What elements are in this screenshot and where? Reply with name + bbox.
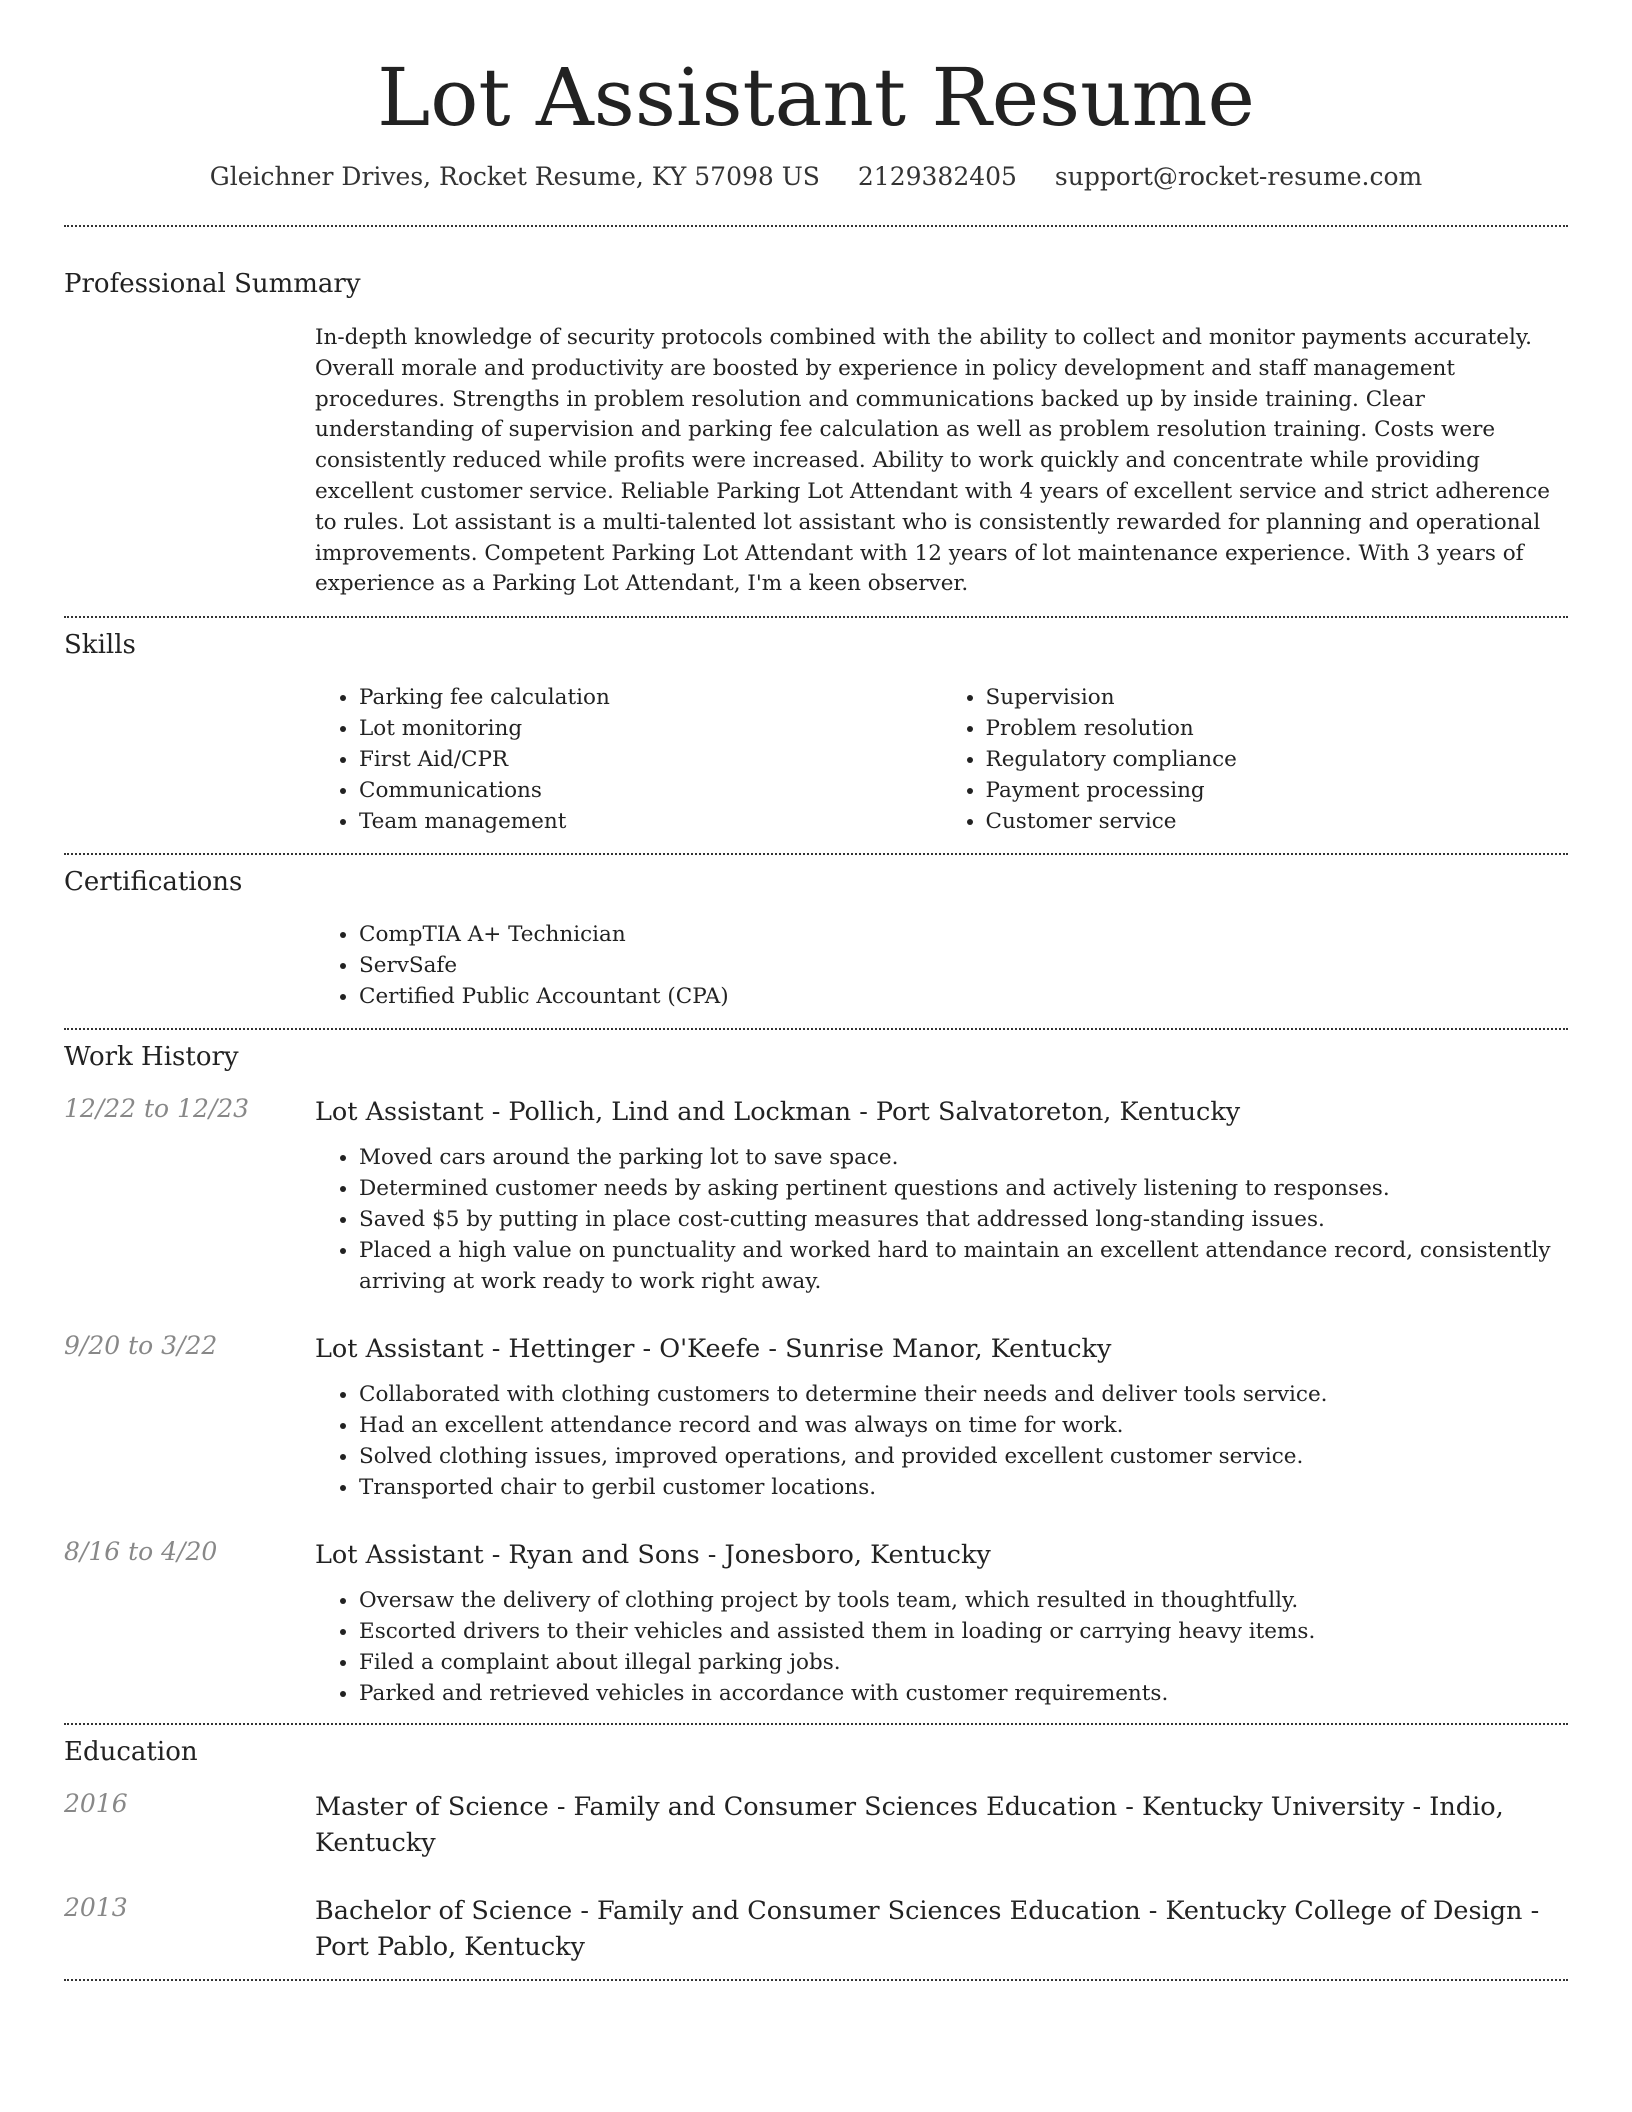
certifications-list <box>315 919 1568 1012</box>
certifications-content <box>315 919 1568 1012</box>
summary-heading: Professional Summary <box>64 269 361 299</box>
certifications-heading: Certifications <box>64 867 243 898</box>
list-item: • Regulatory compliance <box>986 744 1569 775</box>
education-entry <box>0 1893 1632 1965</box>
work-entry <box>0 1537 1632 1709</box>
resume-header <box>0 0 1632 191</box>
job-bullets <box>315 1142 1568 1297</box>
skills-heading: Skills <box>64 630 136 661</box>
work-dates: 9/20 to 3/22 <box>64 1331 218 1361</box>
certifications-section <box>0 855 1632 1012</box>
divider <box>64 1979 1568 1981</box>
contact-address: Gleichner Drives, Rocket Resume, KY 57098 US <box>209 162 820 191</box>
list-item: • Determined customer needs by asking pertinent questions and actively listening to responses. <box>359 1173 1568 1204</box>
job-title: Lot Assistant - Ryan and Sons - Jonesboro, Kentucky <box>315 1540 991 1571</box>
list-item: • Supervision <box>986 682 1569 713</box>
list-item: • Parking fee calculation <box>359 682 942 713</box>
skills-section <box>0 618 1632 837</box>
list-item: • Payment processing <box>986 775 1569 806</box>
contact-phone: 2129382405 <box>857 162 1017 191</box>
job-title: Lot Assistant - Pollich, Lind and Lockman - Port Salvatoreton, Kentucky <box>315 1097 1241 1128</box>
work-entry-content <box>315 1094 1568 1297</box>
education-section <box>0 1725 1632 1965</box>
list-item: • Problem resolution <box>986 713 1569 744</box>
work-entry <box>0 1331 1632 1503</box>
list-item: • Communications <box>359 775 942 806</box>
work-entry-content <box>315 1331 1568 1503</box>
list-item: • Placed a high value on punctuality and worked hard to maintain an excellent attendance record, consistently arriving at work ready to work right away. <box>359 1235 1568 1297</box>
education-year: 2013 <box>64 1893 128 1923</box>
list-item: • Solved clothing issues, improved operations, and provided excellent customer service. <box>359 1441 1568 1472</box>
work-heading: Work History <box>64 1042 239 1073</box>
list-item: • First Aid/CPR <box>359 744 942 775</box>
summary-text: In-depth knowledge of security protocols combined with the ability to collect and monitor payments accurately. Overall morale and productivity are boosted by experience in policy development and staff management procedures. Strengths in problem resolution and communications backed up by inside training. Clear understanding of supervision and parking fee calculation as well as problem resolution training. Costs were consistently reduced while profits were increased. Ability to work quickly and concentrate while providing excellent customer service. Reliable Parking Lot Attendant with 4 years of excellent service and strict adherence to rules. Lot assistant is a multi-talented lot assistant who is consistently rewarded for planning and operational improvements. Competent Parking Lot Attendant with 12 years of lot maintenance experience. With 3 years of experience as a Parking Lot Attendant, I'm a keen observer. <box>315 325 1550 597</box>
list-item: • Lot monitoring <box>359 713 942 744</box>
list-item: • ServSafe <box>359 950 1568 981</box>
education-entry <box>0 1789 1632 1861</box>
list-item: • Escorted drivers to their vehicles and assisted them in loading or carrying heavy items. <box>359 1616 1568 1647</box>
job-bullets <box>315 1585 1568 1709</box>
work-dates: 12/22 to 12/23 <box>64 1094 250 1124</box>
job-title: Lot Assistant - Hettinger - O'Keefe - Sunrise Manor, Kentucky <box>315 1334 1112 1365</box>
list-item: • Transported chair to gerbil customer locations. <box>359 1472 1568 1503</box>
list-item: • Collaborated with clothing customers to determine their needs and deliver tools service. <box>359 1379 1568 1410</box>
summary-section <box>0 227 1632 600</box>
list-item: • Had an excellent attendance record and was always on time for work. <box>359 1410 1568 1441</box>
skills-list-left <box>315 682 942 837</box>
work-entry <box>0 1094 1632 1297</box>
list-item: • Customer service <box>986 806 1569 837</box>
list-item: • CompTIA A+ Technician <box>359 919 1568 950</box>
degree-title: Master of Science - Family and Consumer Sciences Education - Kentucky University - Indio, Kentucky <box>315 1792 1504 1859</box>
education-entry-content <box>315 1789 1568 1861</box>
work-entry-content <box>315 1537 1568 1709</box>
skills-list-right <box>942 682 1569 837</box>
job-bullets <box>315 1379 1568 1503</box>
list-item: • Parked and retrieved vehicles in accordance with customer requirements. <box>359 1678 1568 1709</box>
work-section <box>0 1030 1632 1709</box>
degree-title: Bachelor of Science - Family and Consumer Sciences Education - Kentucky College of Design - Port Pablo, Kentucky <box>315 1896 1540 1963</box>
education-heading: Education <box>64 1737 198 1768</box>
page-title: Lot Assistant Resume <box>377 51 1255 144</box>
education-entry-content <box>315 1893 1568 1965</box>
list-item: • Saved $5 by putting in place cost-cutting measures that addressed long-standing issues. <box>359 1204 1568 1235</box>
list-item: • Moved cars around the parking lot to save space. <box>359 1142 1568 1173</box>
list-item: • Certified Public Accountant (CPA) <box>359 981 1568 1012</box>
contact-email: support@rocket-resume.com <box>1054 162 1423 191</box>
list-item: • Team management <box>359 806 942 837</box>
skills-columns <box>315 682 1568 837</box>
work-dates: 8/16 to 4/20 <box>64 1537 218 1567</box>
list-item: • Filed a complaint about illegal parking jobs. <box>359 1647 1568 1678</box>
list-item: • Oversaw the delivery of clothing project by tools team, which resulted in thoughtfully. <box>359 1585 1568 1616</box>
education-year: 2016 <box>64 1789 128 1819</box>
contact-line <box>0 162 1632 191</box>
